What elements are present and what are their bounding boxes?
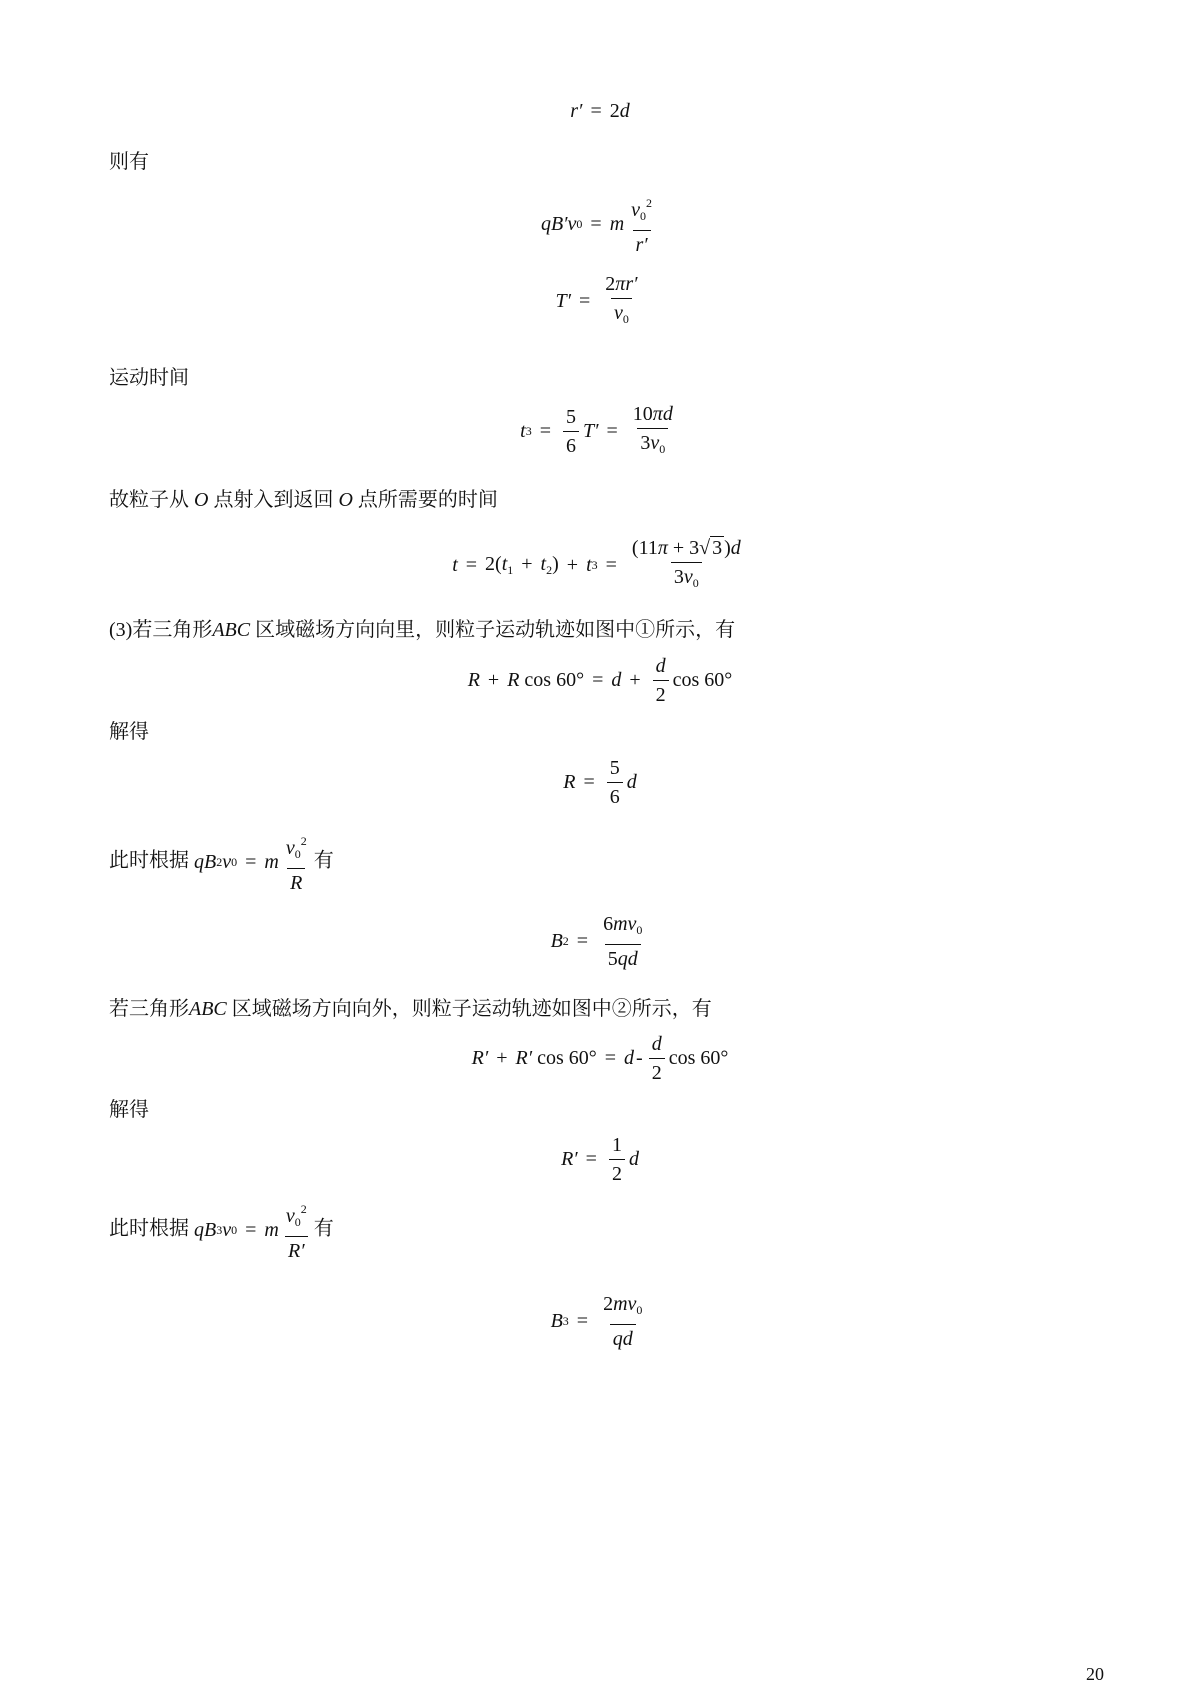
equation-r-prime: r′ = 2d <box>570 100 630 122</box>
page-number: 20 <box>1086 1664 1104 1684</box>
text-part3-inward: (3)若三角形ABC 区域磁场方向向里，则粒子运动轨迹如图中①所示，有 <box>109 619 736 641</box>
text-zeyou: 则有 <box>109 151 149 173</box>
text-according-B2: 此时根据 qB 2 v 0 = m $\frac{v_0^2}{R}$ 有 <box>109 834 334 894</box>
equation-R-value: R = $\frac{5}{6}$ d <box>563 757 637 808</box>
equation-total-time: t = $2(t_1 + t_2)$ + t 3 = $\frac{(11\pi + 3√ 3 )d}{3v_0}$ <box>0 537 1200 594</box>
equation-geometry-R-prime: R′ + R′ cos 60° = d - $\frac{d}{2}$ cos 60° <box>471 1033 729 1084</box>
text-total-time-intro: 故粒子从 O 点射入到返回 O 点所需要的时间 <box>109 489 498 511</box>
text-according-B3: 此时根据 qB 3 v 0 = m $\frac{v_0^2}{R'}$ 有 <box>109 1202 334 1262</box>
text-jiede-1: 解得 <box>109 721 149 743</box>
text-jiede-2: 解得 <box>109 1099 149 1121</box>
equation-R-prime-value: R′ = $\frac{1}{2}$ d <box>561 1134 639 1185</box>
text-yundong-shijian: 运动时间 <box>109 367 189 389</box>
equation-geometry-R: R + R cos 60° = d + $\frac{d}{2}$ cos 60° <box>467 655 733 706</box>
text-part3-outward: 若三角形ABC 区域磁场方向向外，则粒子运动轨迹如图中②所示，有 <box>109 998 712 1020</box>
equation-period: T′ = $\frac{2\pi r'}{v_0}$ <box>0 273 1200 330</box>
equation-lorentz-force: qB′v 0 = m $\frac{v_0^2}{r'}$ <box>540 196 653 256</box>
equation-B2: B 2 = $\frac{6mv_0}{5qd}$ <box>550 913 643 970</box>
equation-t3: t 3 = $\frac{5}{6}$ T′ = $\frac{10\pi d}{3v_0}$ <box>0 403 1200 460</box>
equation-B3: B 3 = $\frac{2mv_0}{qd}$ <box>550 1293 643 1350</box>
